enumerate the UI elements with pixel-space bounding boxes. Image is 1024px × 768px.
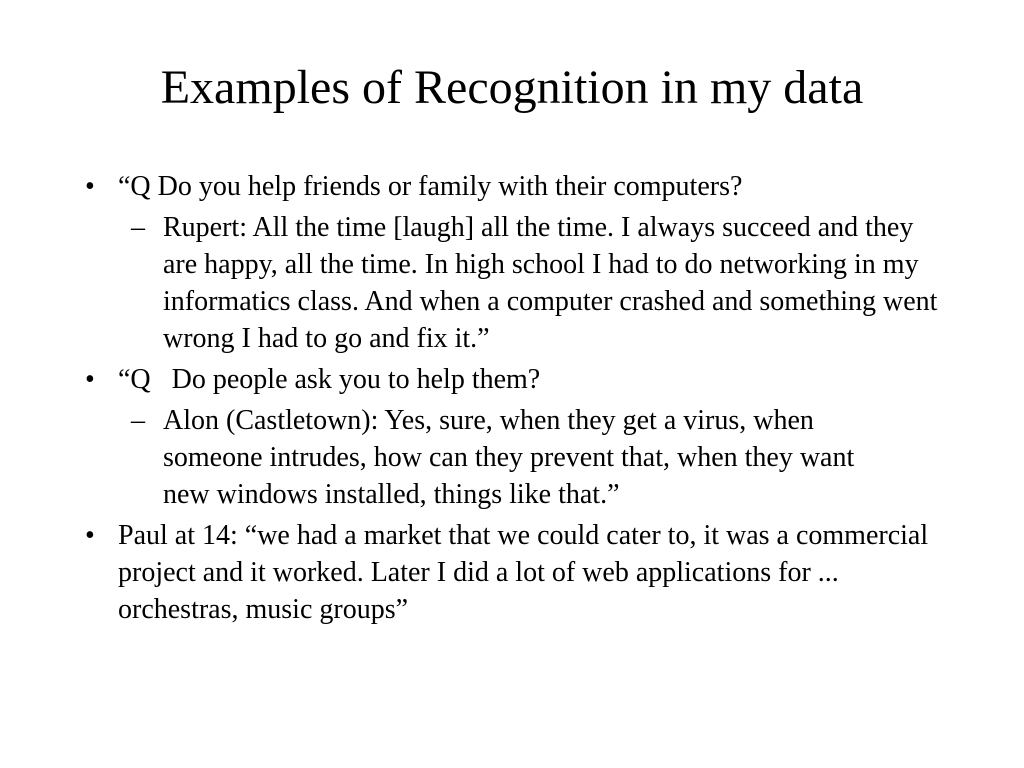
bullet-text: “Q Do you help friends or family with their computers? [118,171,743,202]
bullet-icon: • [85,171,95,202]
dash-icon: – [131,405,145,436]
sub-bullet-item [123,209,943,357]
dash-icon: – [131,212,145,243]
bullet-text: “Q Do people ask you to help them? [118,364,541,395]
bullet-icon: • [85,520,95,551]
bullet-item [78,517,948,628]
slide-title: Examples of Recognition in my data [160,61,864,114]
sub-bullet-text: Alon (Castletown): Yes, sure, when they get a virus, when someone intrudes, how can they prevent that, when they want new windows installed, things like that.” [163,405,855,510]
bullet-icon: • [85,364,95,395]
slide-content [78,168,948,628]
sub-bullet-text: Rupert: All the time [laugh] all the time. I always succeed and they are happy, all the time. In high school I had to do networking in my informatics class. And when a computer crashed and something went wrong I had to go and fix it.” [163,212,938,354]
bullet-text: Paul at 14: “we had a market that we could cater to, it was a commercial project and it worked. Later I did a lot of web applications for ... orchestras, music groups” [118,520,929,625]
bullet-item [78,168,948,205]
sub-bullet-item [123,402,863,513]
bullet-item [78,361,948,398]
